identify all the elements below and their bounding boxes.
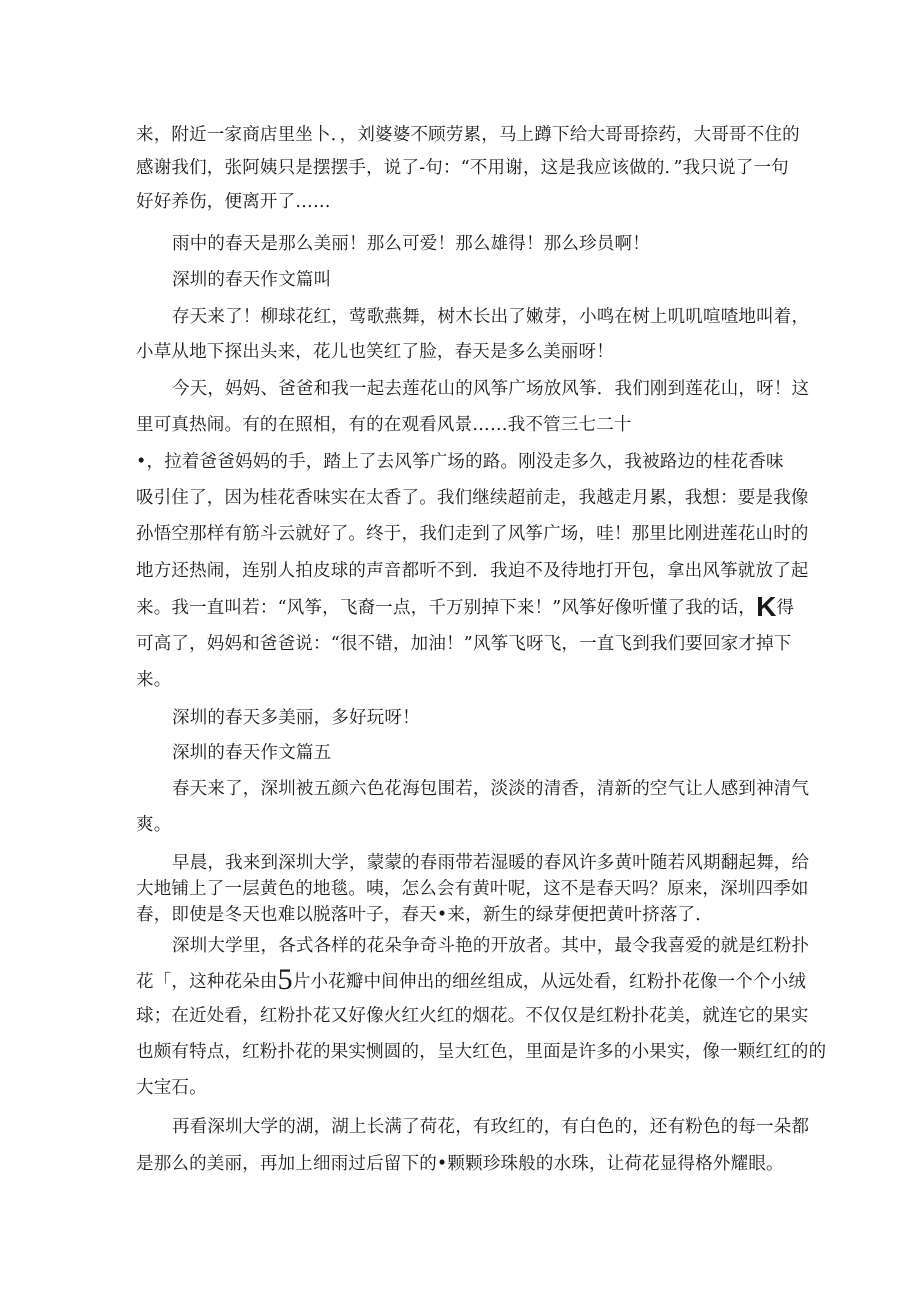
paragraph-line: 深圳大学里，各式各样的花朵争奇斗艳的开放者。其中，最令我喜爱的就是红粉扑 — [172, 936, 810, 956]
paragraph-line: 来。 — [136, 670, 172, 690]
paragraph-line: 吸引住了，因为桂花香味实在太香了。我们继续超前走，我越走月累，我想：要是我像 — [136, 488, 809, 508]
paragraph-line — [136, 963, 807, 996]
paragraph-line: 再看深圳大学的湖，湖上长满了荷花，有玫红的，有白色的，还有粉色的每一朵都 — [172, 1117, 810, 1137]
section-heading: 深圳的春天作文篇五 — [172, 743, 332, 763]
line-text: 片小花瓣中间伸出的细丝组成，从远处看，红粉扑花像一个个小绒 — [292, 972, 807, 992]
paragraph-line: 春天来了，深圳被五颜六色花海包围若，淡淡的清香，清新的空气让人感到神清气 — [172, 779, 810, 799]
paragraph-line: 雨中的春天是那么美丽！那么可爱！那么雄得！那么珍员啊！ — [172, 234, 650, 254]
line-text: 来。我一直叫若：“风筝，飞裔一点，千万别掉下来！”风筝好像听懂了我的话， — [136, 598, 757, 618]
paragraph-line: 来，附近一家商店里坐卜．，刘婆婆不顾劳累，马上蹲下给大哥哥捺药，大哥哥不住的 — [136, 125, 800, 145]
paragraph-line: 可高了，妈妈和爸爸说：“很不错，加油！”风筝飞呀飞，一直飞到我们要回家才掉下 — [136, 634, 792, 654]
section-heading: 深圳的春天作文篇叫 — [172, 270, 332, 290]
paragraph-line: 春，即使是冬天也难以脱落叶子，春天•来，新生的绿芽便把黄叶挤落了． — [136, 905, 713, 925]
paragraph-line: 球；在近处看，红粉扑花又好像火红火红的烟花。不仅仅是红粉扑花美，就连它的果实 — [136, 1006, 809, 1026]
paragraph-line: 深圳的春天多美丽，多好玩呀！ — [172, 708, 420, 728]
oversized-digit: 5 — [277, 963, 293, 996]
paragraph-line: 大地铺上了一层黄色的地毯。咦，怎么会有黄叶呢，这不是春天吗？原来，深圳四季如 — [136, 879, 809, 899]
line-text: 得 — [776, 598, 795, 618]
paragraph-line: 也颇有特点，红粉扑花的果实恻圆的，呈大红色，里面是许多的小果实，像一颗红红的的 — [136, 1042, 827, 1062]
paragraph-line: •，拉着爸爸妈妈的手，踏上了去风筝广场的路。刚没走多久，我被路边的桂花香味 — [136, 452, 784, 472]
paragraph-line: 存天来了！柳球花红，莺歌燕舞，树木长出了嫩芽，小鸣在树上叽叽喧喳地叫着， — [172, 307, 810, 327]
paragraph-line: 小草从地下探出头来，花儿也笑红了脸，春天是多么美丽呀！ — [136, 342, 614, 362]
paragraph-line: 地方还热闹，连别人拍皮球的声音都听不到．我迫不及待地打开包，拿出风筝就放了起 — [136, 561, 809, 581]
oversized-glyph: K — [756, 591, 777, 622]
paragraph-line: 爽。 — [136, 815, 172, 835]
paragraph-line: 孙悟空那样有筋斗云就好了。终于，我们走到了风筝广场，哇！那里比刚进莲花山时的 — [136, 524, 809, 544]
paragraph-line: 好好养伤，便离开了…… — [136, 192, 331, 212]
paragraph-line — [136, 591, 795, 622]
paragraph-line: 今天，妈妈、爸爸和我一起去莲花山的风筝广场放风筝．我们刚到莲花山，呀！这 — [172, 379, 810, 399]
line-text: 花「，这种花朵由 — [136, 972, 278, 992]
paragraph-line: 早晨，我来到深圳大学，蒙蒙的春雨带若湿暖的春风许多黄叶随若风期翻起舞，给 — [172, 853, 810, 873]
paragraph-line: 里可真热闹。有的在照相，有的在观看风景……我不管三七二十 — [136, 415, 632, 435]
paragraph-line: 是那么的美丽，再加上细雨过后留下的•颗颗珍珠般的水珠，让荷花显得格外耀眼。 — [136, 1154, 784, 1174]
paragraph-line: 大宝石。 — [136, 1078, 207, 1098]
paragraph-line: 感谢我们，张阿姨只是摆摆手，说了-句：“不用谢，这是我应该做的．”我只说了一句 — [136, 158, 789, 178]
